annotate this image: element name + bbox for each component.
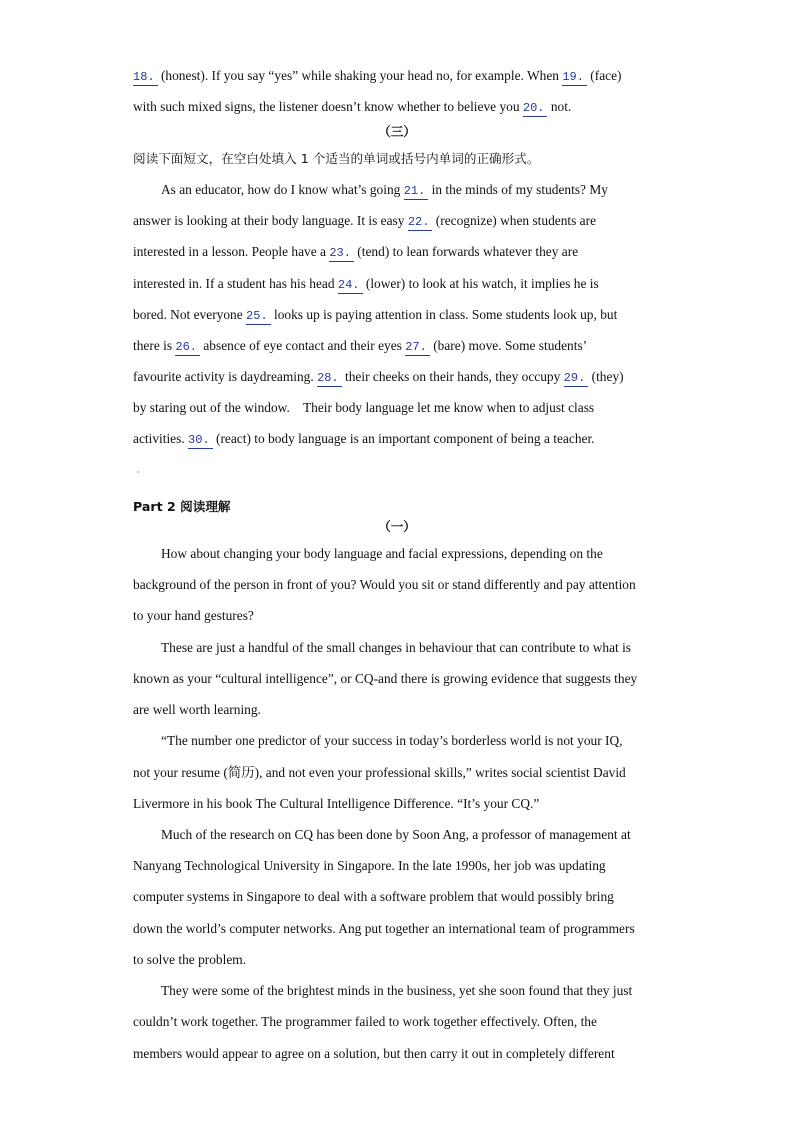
text-line: with such mixed signs, the listener doesn’t know whether to believe you 20. not. xyxy=(133,99,572,115)
text-line: by staring out of the window. Their body language let me know when to adjust class xyxy=(133,400,595,415)
text-line: background of the person in front of you? Would you sit or stand differently and pay attention xyxy=(133,577,636,592)
text-line: to your hand gestures? xyxy=(133,608,254,623)
blank-27: 27. xyxy=(405,340,430,356)
part-title: Part 2 阅读理解 xyxy=(133,499,231,514)
text-line: couldn’t work together. The programmer failed to work together effectively. Often, the xyxy=(133,1014,597,1029)
text-line: members would appear to agree on a solution, but then carry it out in completely different xyxy=(133,1046,615,1061)
text-line: known as your “cultural intelligence”, or CQ-and there is growing evidence that suggests they xyxy=(133,671,638,686)
text-line: bored. Not everyone 25. looks up is paying attention in class. Some students look up, but xyxy=(133,307,618,323)
text-line: Nanyang Technological University in Singapore. In the late 1990s, her job was updating xyxy=(133,858,606,873)
stray-mark xyxy=(137,471,139,473)
text-line: there is 26. absence of eye contact and their eyes 27. (bare) move. Some students’ xyxy=(133,338,588,354)
text-line: down the world’s computer networks. Ang put together an international team of programmers xyxy=(133,921,635,936)
blank-23: 23. xyxy=(329,246,354,262)
text-line: 18. (honest). If you say “yes” while shaking your head no, for example. When 19. (face) xyxy=(133,68,622,84)
text-line: are well worth learning. xyxy=(133,702,261,717)
text-line: These are just a handful of the small changes in behaviour that can contribute to what is xyxy=(161,640,632,655)
blank-29: 29. xyxy=(564,371,589,387)
text-line: to solve the problem. xyxy=(133,952,247,967)
blank-25: 25. xyxy=(246,309,271,325)
text-line: Much of the research on CQ has been done by Soon Ang, a professor of management at xyxy=(161,827,631,842)
blank-20: 20. xyxy=(523,101,548,117)
blank-19: 19. xyxy=(562,70,587,86)
blank-21: 21. xyxy=(404,184,429,200)
blank-26: 26. xyxy=(175,340,200,356)
text-line: interested in. If a student has his head 24. (lower) to look at his watch, it implies he is xyxy=(133,276,599,292)
text-line: As an educator, how do I know what’s going 21. in the minds of my students? My xyxy=(161,182,608,198)
text-line: How about changing your body language and facial expressions, depending on the xyxy=(161,546,603,561)
instruction-text: 阅读下面短文，在空白处填入 1 个适当的单词或括号内单词的正确形式。 xyxy=(133,151,540,166)
text-line: computer systems in Singapore to deal with a software problem that would possibly bring xyxy=(133,889,614,904)
text-line: activities. 30. (react) to body language is an important component of being a teacher. xyxy=(133,431,595,447)
blank-30: 30. xyxy=(188,433,213,449)
text-line: Livermore in his book The Cultural Intelligence Difference. “It’s your CQ.” xyxy=(133,796,540,811)
blank-18: 18. xyxy=(133,70,158,86)
text-line: interested in a lesson. People have a 23. (tend) to lean forwards whatever they are xyxy=(133,244,579,260)
section-heading: （一） xyxy=(378,519,416,534)
text-line: answer is looking at their body language. It is easy 22. (recognize) when students are xyxy=(133,213,597,229)
text-line: favourite activity is daydreaming. 28. their cheeks on their hands, they occupy 29. (they) xyxy=(133,369,624,385)
blank-28: 28. xyxy=(317,371,342,387)
blank-22: 22. xyxy=(408,215,433,231)
text-line: They were some of the brightest minds in the business, yet she soon found that they just xyxy=(161,983,633,998)
blank-24: 24. xyxy=(338,278,363,294)
section-heading: （三） xyxy=(378,124,416,139)
text-line: not your resume (简历), and not even your professional skills,” writes social scientist David xyxy=(133,765,626,780)
text-line: “The number one predictor of your success in today’s borderless world is not your IQ, xyxy=(161,733,623,748)
